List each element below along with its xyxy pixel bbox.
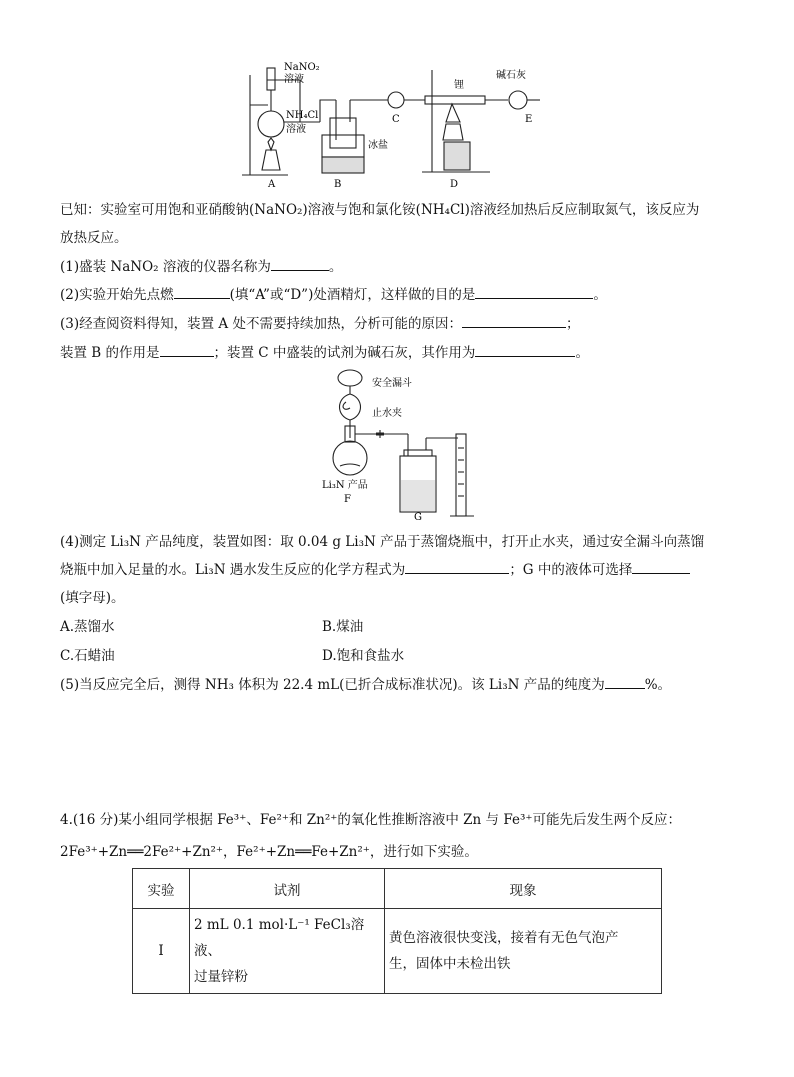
q3-text-a-end: ； — [565, 316, 580, 332]
question-3b — [60, 341, 589, 361]
label-nh4cl-sol: 溶液 — [286, 124, 306, 135]
q3-text-b: 装置 B 的作用是 — [60, 345, 160, 361]
option-B: B.煤油 — [322, 619, 364, 635]
option-C: C.石蜡油 — [60, 648, 115, 664]
question-4-line-1: (4)测定 Li₃N 产品纯度，装置如图：取 0.04 g Li₃N 产品于蒸馏烧瓶中，打开止水夹，通过安全漏斗向蒸馏 — [60, 534, 705, 550]
q1-text: (1)盛装 NaNO₂ 溶液的仪器名称为 — [60, 259, 271, 275]
table-header-cell: 现象 — [385, 869, 662, 909]
label-nano2: NaNO₂ — [284, 62, 320, 73]
answer-blank[interactable] — [605, 674, 645, 689]
apparatus-figure-2 — [318, 368, 488, 522]
answer-blank[interactable] — [160, 342, 214, 357]
q2-text-a: (2)实验开始先点燃 — [60, 287, 174, 303]
known-line-1: 已知：实验室可用饱和亚硝酸钠(NaNO₂)溶液与饱和氯化铵(NH₄Cl)溶液经加热后反应制取氮气，该反应为 — [60, 202, 700, 218]
apparatus-figure-1 — [240, 60, 560, 190]
question-5 — [60, 673, 671, 693]
label-C: C — [392, 114, 400, 125]
label-lithium: 锂 — [454, 80, 464, 91]
reagent-cell — [190, 909, 385, 994]
q3-text-c: ；装置 C 中盛装的试剂为碱石灰，其作用为 — [213, 345, 476, 361]
label-nano2-sol: 溶液 — [284, 74, 304, 85]
label-F: F — [344, 494, 351, 505]
q1-end: 。 — [328, 259, 343, 275]
label-nh4cl: NH₄Cl — [286, 110, 319, 121]
problem-4-line-1: 4.(16 分)某小组同学根据 Fe³⁺、Fe²⁺和 Zn²⁺的氧化性推断溶液中 Zn 与 Fe³⁺可能先后发生两个反应： — [60, 812, 681, 828]
observation-line: 生，固体中未检出铁 — [389, 956, 511, 972]
answer-blank[interactable] — [475, 284, 593, 299]
question-4-line-2 — [60, 558, 690, 578]
observation-cell — [385, 909, 662, 994]
answer-blank[interactable] — [462, 313, 566, 328]
q4-text-b: ；G 中的液体可选择 — [509, 562, 633, 578]
table-header-cell: 试剂 — [190, 869, 385, 909]
q5-text: (5)当反应完全后，测得 NH₃ 体积为 22.4 mL(已折合成标准状况)。该 Li₃N 产品的纯度为 — [60, 677, 605, 693]
option-D: D.饱和食盐水 — [322, 648, 405, 664]
label-ice-salt: 冰盐 — [368, 140, 388, 151]
table-row — [133, 909, 662, 994]
experiment-id: Ⅰ — [133, 909, 190, 994]
q5-end: %。 — [644, 677, 672, 693]
label-B: B — [334, 179, 342, 190]
label-water-clamp: 止水夹 — [372, 408, 402, 419]
known-line-2: 放热反应。 — [60, 230, 128, 246]
observation-line: 黄色溶液很快变浅，接着有无色气泡产 — [389, 930, 619, 946]
q2-text-b: (填“A”或“D”)处酒精灯，这样做的目的是 — [229, 287, 476, 303]
answer-blank[interactable] — [271, 256, 329, 271]
table-header-row — [133, 869, 662, 909]
label-G: G — [414, 512, 422, 522]
question-3a — [60, 312, 579, 332]
question-1 — [60, 255, 342, 275]
label-E: E — [525, 114, 533, 125]
answer-blank[interactable] — [174, 284, 230, 299]
experiment-table — [132, 868, 662, 994]
question-4-line-3: (填字母)。 — [60, 590, 125, 606]
label-li3n-product: Li₃N 产品 — [322, 480, 368, 491]
label-soda-lime: 碱石灰 — [496, 70, 526, 81]
label-D: D — [450, 179, 459, 190]
q3-text-a: (3)经查阅资料得知，装置 A 处不需要持续加热，分析可能的原因： — [60, 316, 462, 332]
answer-blank[interactable] — [405, 559, 509, 574]
q3-end: 。 — [575, 345, 589, 361]
q4-text-a: 烧瓶中加入足量的水。Li₃N 遇水发生反应的化学方程式为 — [60, 562, 406, 578]
answer-blank[interactable] — [632, 559, 690, 574]
question-2 — [60, 283, 607, 303]
label-safety-funnel: 安全漏斗 — [372, 378, 412, 389]
table-header-cell: 实验 — [133, 869, 190, 909]
label-A: A — [268, 179, 276, 190]
problem-4-line-2: 2Fe³⁺+Zn══2Fe²⁺+Zn²⁺，Fe²⁺+Zn══Fe+Zn²⁺，进行如下实验。 — [60, 844, 478, 860]
option-A: A.蒸馏水 — [60, 619, 115, 635]
answer-blank[interactable] — [475, 342, 575, 357]
reagent-line: 2 mL 0.1 mol·L⁻¹ FeCl₃溶液、 — [194, 917, 365, 959]
q2-end: 。 — [593, 287, 607, 303]
reagent-line: 过量锌粉 — [194, 969, 248, 985]
